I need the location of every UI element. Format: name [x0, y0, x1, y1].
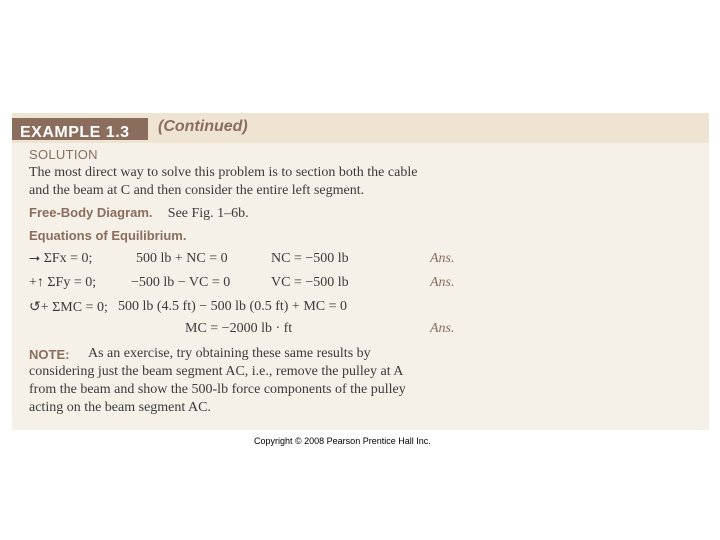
- eq3-rhs: 500 lb (4.5 ft) − 500 lb (0.5 ft) + MC = 0: [118, 299, 348, 314]
- eq4-result: MC = −2000 lb · ft: [185, 321, 293, 336]
- eq4-ans: Ans.: [430, 321, 455, 336]
- note-line-1: As an exercise, try obtaining these same results by: [88, 346, 371, 361]
- eq1-result: NC = −500 lb: [271, 251, 349, 266]
- eq2-lhs: +↑ ΣFy = 0;: [29, 275, 97, 290]
- solution-heading: SOLUTION: [29, 147, 98, 162]
- eq3-lhs: ↺+ ΣMC = 0;: [29, 300, 108, 315]
- fbd-label: Free-Body Diagram.: [29, 205, 153, 220]
- example-panel: [12, 113, 709, 430]
- fbd-text: See Fig. 1–6b.: [167, 206, 249, 221]
- eq1-rhs: 500 lb + NC = 0: [136, 251, 228, 266]
- continued-label: (Continued): [158, 118, 248, 135]
- eq2-result: VC = −500 lb: [271, 275, 349, 290]
- example-header: [12, 113, 709, 143]
- intro-line-1: The most direct way to solve this problem is to section both the cable: [29, 165, 418, 180]
- copyright-text: Copyright © 2008 Pearson Prentice Hall Inc.: [254, 436, 431, 446]
- eq2-rhs: −500 lb − VC = 0: [131, 275, 231, 290]
- eq2-ans: Ans.: [430, 275, 455, 290]
- eq1-ans: Ans.: [430, 251, 455, 266]
- note-line-3: from the beam and show the 500-lb force components of the pulley: [29, 382, 406, 397]
- eq1-lhs: ⭢ ΣFx = 0;: [29, 251, 93, 266]
- example-tab: [12, 118, 148, 140]
- example-label: EXAMPLE 1.3: [20, 124, 130, 141]
- free-body-diagram-line: [29, 205, 249, 222]
- note-label: NOTE:: [29, 347, 70, 362]
- note-line-2: considering just the beam segment AC, i.e., remove the pulley at A: [29, 364, 404, 379]
- note-line-4: acting on the beam segment AC.: [29, 400, 211, 415]
- intro-line-2: and the beam at C and then consider the entire left segment.: [29, 183, 365, 198]
- equations-heading: Equations of Equilibrium.: [29, 228, 187, 243]
